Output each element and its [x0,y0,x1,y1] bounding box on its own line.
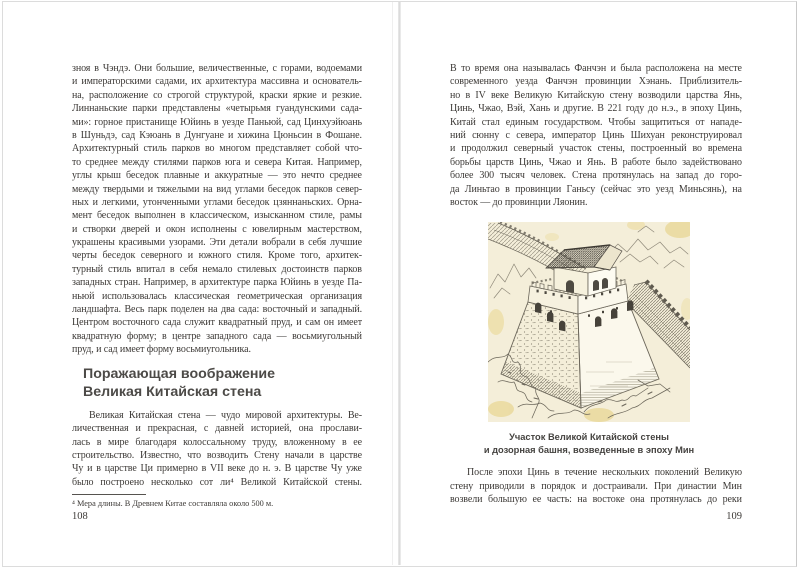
text-line: ландшафта. Весь парк поделен на два сада: восточный и западный. [72,304,362,316]
text-line: В то время она называлась Фанчэн и была расположена на месте [450,63,742,74]
text-line: черты беседок северного и южного стиля. Кроме того, архитек- [72,250,362,262]
text-line: Чу и в царстве Ци примерно в VII веке до н. э. В царстве Чу уже [72,463,362,475]
text-line: квадратную форму; в центре западного сада — восьмиугольный [72,330,362,342]
section-heading-line: Поражающая воображение [83,365,276,382]
text-line: углы крыш беседок плавные и аккуратные — это нечто среднее [72,170,362,182]
footnote-text: ⁴ Мера длины. В Древнем Китае составляла около 500 м. [72,499,274,509]
page-gutter-shadow [398,2,401,565]
body-paragraph [450,466,742,506]
text-line: в Шуньдэ, сад Кэюань в Дунгуане и хижина Цюньсин в Фошане. [72,129,362,141]
text-line: личественная и прекрасная, с давней историей, она прослави- [72,423,362,435]
text-line: между твердыми и тяжелыми на вид углами беседок парков север- [72,183,362,195]
text-line: ньюй использовалась классическая геометрическая организация [72,290,362,302]
text-line: борьбы царств Цинь, Чжао и Янь. В работе было задействовано [450,156,742,168]
great-wall-watchtower-drawing [488,222,690,422]
right-page-text-column [450,62,742,507]
text-line: было построено несколько сот ли⁴ Великой Китайской стены. [72,476,362,488]
body-paragraph [72,409,362,489]
text-line: Великая Китайская стена — чудо мировой архитектуры. Ве- [89,409,362,421]
figure-caption-line: и дозорная башня, возведенные в эпоху Мин [483,444,695,455]
text-line: на, расположение со строгой структурой, краски яркие и резкие. [72,89,362,101]
left-page [0,0,398,569]
figure-caption-line: Участок Великой Китайской стены [509,432,669,443]
page-number: 109 [726,511,742,522]
text-line: ных и легкими, утонченными углами беседок цзяннаньских. Орна- [72,196,362,208]
text-line: украшены красивыми узорами. Эти детали вобрали в себя лучшие [72,237,362,249]
text-line: стену приводили в порядок и достраивали. При династии Мин [450,480,742,492]
text-line: мент беседок выполнен в классическом, изысканном стиле, рамы [72,210,362,222]
text-line: Линнаньские парки представлены «четырьмя гуандунскими сада- [72,103,362,115]
text-line: турный стиль впитал в себя немало стилевых достоинств парков [72,263,362,275]
text-line: более 300 тысяч человек. Стена протянулась на запад до горо- [450,170,742,182]
text-line: Китай стал единым государством. Чтобы защититься от нападе- [450,116,742,128]
text-line: современного уезда Фанчэн провинции Хэнань. Приблизитель- [450,76,742,88]
text-line: ний сюнну с севера, император Цинь Шихуан реконструировал [450,129,742,141]
text-line: восток — до провинции Ляонин. [450,196,588,208]
text-line: и створки дверей и окон исполнены с ювелирным мастерством, [72,223,362,235]
text-line: и императорскими садами, их архитектура массивна и основатель- [72,76,362,88]
text-line: строительство. Известно, что возводить Стену начали в царстве [72,449,362,461]
text-line: Цинь, Чжао, Вэй, Хань и другие. В 221 году до н.э., в эпоху Цинь, [450,103,742,115]
text-line: и продолжил северный участок стены, построенный во времена [450,143,742,155]
section-heading [83,365,362,402]
body-paragraph [72,62,362,357]
text-line: ми»: горное пристанище Юйинь в уезде Паньюй, сад Цинхуэйюань [72,116,362,128]
text-line: да Линьтао в провинции Ганьсу (сейчас это уезд Миньсянь), на [450,183,742,195]
text-line: После эпохи Цинь в течение нескольких поколений Великую [467,467,742,479]
text-line: лась в мире благодаря колоссальному труду, вложенному в ее [72,436,362,448]
body-paragraph [450,62,742,209]
right-page [402,0,800,569]
text-line: пруд, и сад имеет форму восьмиугольника. [72,344,251,356]
left-page-text-column [72,62,362,509]
text-line: Центром восточного сада служит квадратный пруд, и сам он имеет [72,317,362,329]
text-line: Архитектурный стиль парков во многом представляет собой что- [72,143,362,155]
section-heading-line: Великая Китайская стена [83,384,262,401]
figure-caption [459,431,719,456]
text-line: но в IV веке Великую Китайскую стену возводили царства Янь, [450,89,742,101]
page-number: 108 [72,511,88,522]
footnote-rule [72,494,146,495]
great-wall-illustration [488,222,690,422]
text-line: западных стран. Например, в архитектуре парка Юйинь в уезде Па- [72,277,362,289]
text-line: зноя в Чэндэ. Они большие, величественные, с горами, водоемами [72,63,362,74]
text-line: то среднее между стилями парков юга и севера Китая. Например, [72,156,362,168]
text-line: возвели большую ее часть: на востоке она протянулась до реки [450,494,742,506]
